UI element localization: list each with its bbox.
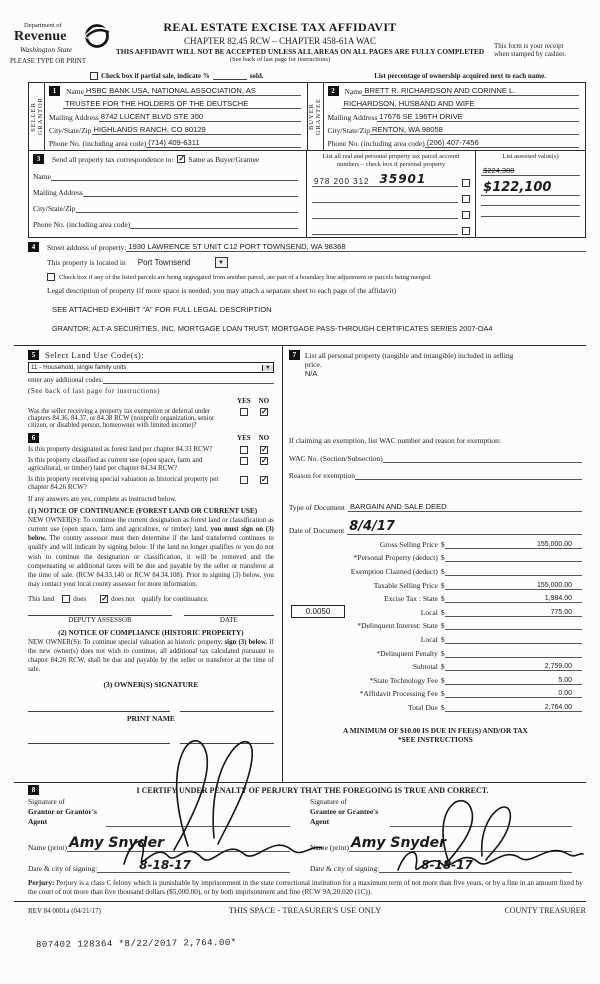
seller-phone-value: (714) 409-6311 [148, 138, 200, 147]
receipt-note [494, 42, 586, 58]
money-field-3[interactable] [445, 582, 582, 590]
section4 [28, 242, 586, 333]
partial-sale-percent-field[interactable] [213, 79, 247, 80]
dollar-sign: $ [440, 621, 445, 631]
seller-side-label-1: SELLER [29, 101, 37, 132]
parcels-header-1: List all real and personal property tax parcel account [322, 153, 460, 160]
seller-name-field-2[interactable] [63, 99, 301, 109]
money-field-7[interactable] [445, 643, 582, 644]
partial-sale-checkbox[interactable] [90, 72, 98, 80]
seller-city-label: City/State/Zip [49, 126, 92, 135]
money-label-3: Taxable Selling Price [373, 580, 438, 590]
perjury-paragraph [14, 877, 586, 902]
local-rate-box: 0.0050 [291, 605, 345, 618]
money-field-12[interactable] [445, 704, 582, 712]
money-field-5[interactable] [445, 609, 582, 617]
receipt-note-line2: when stamped by cashier. [494, 50, 566, 58]
dollar-sign: $ [440, 567, 445, 577]
assessed-field-1[interactable] [481, 166, 580, 176]
segregated-checkbox[interactable] [47, 273, 55, 281]
money-field-10[interactable] [445, 677, 582, 685]
located-in-value: Port Townsend [137, 258, 191, 268]
buyer-phone-value: (206) 407-7456 [426, 138, 479, 147]
assessed-field-3[interactable] [481, 205, 580, 206]
see-back-note: (See back of last page for instructions) [229, 56, 331, 63]
buyer-name-value-1: BRETT R. RICHARDSON AND CORINNE L. [364, 86, 516, 95]
reason-label: Reason for exemption [288, 471, 356, 481]
grantee-name-print-value: Amy Snyder [350, 834, 446, 851]
corr-phone-field[interactable] [130, 228, 298, 229]
owners-signature-title: (3) OWNER(S) SIGNATURE [103, 680, 199, 690]
assessed-values [476, 151, 585, 237]
land-use-value: 11 - Household, single family units [31, 364, 127, 372]
dollar-sign: $ [440, 539, 445, 549]
parcel-personal-checkbox-4[interactable] [462, 227, 470, 235]
grantee-date-city-value: 8-18-17 [421, 857, 473, 872]
dollar-sign: $ [440, 675, 445, 685]
perjury-label: Perjury: [28, 878, 55, 887]
type-of-document-value: BARGAIN AND SALE DEED [349, 502, 447, 512]
buyer-section [308, 83, 586, 150]
buyer-side-label-2: GRANTEE [315, 97, 322, 136]
does-not-label: does not [111, 595, 135, 604]
notice2-body-b: sign (3) below. [224, 639, 268, 647]
parcels-header-2: numbers – check box if personal property [336, 161, 446, 169]
treasurer-stamp: 807402 128364 *8/22/2017 2,764.00* [35, 937, 237, 950]
section4-badge: 4 [28, 242, 39, 252]
parcel-personal-checkbox-2[interactable] [462, 195, 470, 203]
seller-side-label [29, 83, 45, 150]
dollar-sign: $ [440, 662, 445, 672]
buyer-mailing-label: Mailing Address [327, 113, 378, 122]
grantee-date-city-label: Date & city of signing: [310, 863, 380, 873]
s6-yes-header: YES [237, 433, 251, 442]
partial-sale-label: Check box if partial sale, indicate % [101, 72, 210, 80]
seller-name-field[interactable] [84, 86, 301, 96]
agency-line1: Department of [24, 22, 62, 29]
dollar-sign: $ [440, 689, 445, 699]
seller-mailing-field[interactable] [99, 112, 301, 122]
perjury-text: Perjury is a class C felony which is punishable by imprisonment in the state correctional institution for a maximum term of not more than five years, or by a fine in an amount fixed by the court of not more than five thousand dollars ($5,000.00), or by both imprisonment and fine (RCW 9A.20.020 (1C)). [28, 878, 583, 897]
dollar-sign: $ [440, 594, 445, 604]
does-checkbox[interactable] [62, 595, 70, 603]
section8 [14, 782, 586, 872]
money-label-5: Local [420, 607, 438, 617]
seller-mailing-label: Mailing Address [49, 113, 99, 122]
owner-signature-field[interactable] [28, 711, 170, 712]
county-treasurer-label: COUNTY TREASURER [504, 905, 586, 915]
footer-row [14, 905, 586, 915]
does-not-checkbox[interactable] [100, 595, 108, 603]
assessed-field-4[interactable] [481, 216, 580, 217]
money-label-6: *Delinquent Interest: State [357, 621, 438, 631]
grantee-name-print-field[interactable] [349, 835, 572, 852]
buyer-city-label: City/State/Zip [327, 126, 370, 135]
money-value-9: 2,759.00 [544, 663, 572, 671]
partial-sale-row [0, 72, 600, 82]
grantee-name-print-label: Name (print) [310, 842, 349, 852]
seller-badge: 1 [49, 86, 60, 96]
notice1-body-b: you must sign on (3) below. [28, 526, 274, 543]
section8-badge: 8 [28, 785, 39, 795]
same-as-buyer-checkbox[interactable] [177, 155, 185, 163]
date-of-document-value: 8/4/17 [349, 519, 395, 535]
form-subtitle: CHAPTER 82.45 RCW – CHAPTER 458-61A WAC [184, 36, 376, 46]
s5-no-checkbox[interactable] [260, 408, 268, 416]
grantor-name-print-value: Amy Snyder [68, 834, 164, 851]
if-yes-note: If any answers are yes, complete as instructed below. [28, 495, 177, 504]
type-of-document-label: Type of Document [288, 503, 345, 513]
corr-mailing-label: Mailing Address [33, 188, 83, 197]
additional-codes-field[interactable] [103, 383, 274, 384]
dollar-sign: $ [440, 648, 445, 658]
s6-q3-no-checkbox[interactable] [260, 476, 268, 484]
parcel-personal-checkbox-1[interactable] [462, 179, 470, 187]
corr-name-field[interactable] [51, 180, 298, 181]
agency-line2: Revenue [14, 29, 67, 44]
buyer-side-label [308, 83, 324, 150]
personal-property-title-1: List all personal property (tangible and intangible) included in selling [304, 351, 514, 361]
see-back-note-2: (See back of last page for instructions) [28, 387, 161, 396]
located-in-label: This property is located in [47, 258, 126, 268]
notice2-body-c: If the new owner(s) does not wish to continue, all additional tax calculated pursuant to chapter 84.26 RCW, shall be due and payable by the seller or transferor at the time of sale. [28, 639, 274, 674]
seller-city-field[interactable] [92, 125, 301, 135]
money-field-8[interactable] [445, 657, 582, 658]
money-field-11[interactable] [445, 690, 582, 698]
buyer-mailing-value: 17676 SE 196TH DRIVE [379, 112, 463, 121]
land-use-dropdown-icon[interactable]: ▼ [262, 365, 273, 371]
type-of-document-field[interactable] [348, 502, 582, 512]
grantor-note: GRANTOR: ALT-A SECURITIES, INC. MORTGAGE LOAN TRUST, MORTGAGE PASS-THROUGH CERTIFICATES SERIES 2007-OA4 [52, 324, 493, 334]
money-label-1: *Personal Property (deduct) [353, 553, 438, 563]
money-field-1[interactable] [445, 561, 582, 562]
agency-line3: Washington State [20, 45, 73, 54]
personal-property-title-2: price. [304, 360, 322, 370]
notice2-title: (2) NOTICE OF COMPLIANCE (HISTORIC PROPERTY) [58, 629, 244, 638]
notice1-body [28, 516, 274, 589]
parcel-field-1[interactable] [312, 172, 458, 187]
money-field-4[interactable] [445, 595, 582, 603]
deputy-assessor-label: DEPUTY ASSESSOR [68, 616, 132, 625]
this-land-label: This land [28, 595, 55, 604]
section5-6-column [14, 346, 283, 782]
money-label-12: Total Due [408, 702, 438, 712]
buyer-name-field[interactable] [362, 86, 579, 96]
grantor-name-print-field[interactable] [67, 835, 290, 852]
certify-statement: I CERTIFY UNDER PENALTY OF PERJURY THAT THE FOREGOING IS TRUE AND CORRECT. [136, 785, 489, 795]
street-address-label: Street address of property: [47, 243, 127, 253]
section3 [29, 151, 307, 237]
s6-question-2: Is this property classified as current use (open space, farm and agricultural, or timber) land per chapter 84.34 RCW? [28, 456, 203, 473]
form-title: REAL ESTATE EXCISE TAX AFFIDAVIT [163, 20, 397, 34]
date-of-document-field[interactable] [347, 519, 582, 535]
buyer-phone-field[interactable] [425, 138, 579, 148]
corr-phone-label: Phone No. (including area code) [33, 220, 131, 229]
correspondence-label: Send all property tax correspondence to: [52, 154, 174, 164]
print-name-field-2[interactable] [180, 743, 274, 744]
s6-q2-yes-checkbox[interactable] [240, 457, 248, 465]
notice2-body [28, 638, 274, 674]
seller-city-value: HIGHLANDS RANCH, CO 80129 [93, 125, 206, 134]
money-field-9[interactable] [445, 663, 582, 671]
dollar-sign: $ [440, 580, 445, 590]
notice2-body-a: NEW OWNER(S): To continue special valuation as historic property, [28, 639, 225, 647]
corr-city-label: City/State/Zip [33, 204, 76, 213]
seller-mailing-value: 8742 LUCENT BLVD STE 300 [100, 112, 204, 121]
receipt-note-line1: This form is your receipt [494, 42, 564, 50]
s5-yes-checkbox[interactable] [240, 408, 248, 416]
grantor-sig-label-1: Signature of [28, 797, 65, 807]
does-label: does [73, 595, 87, 604]
money-value-11: 0.00 [558, 690, 572, 698]
print-name-field[interactable] [28, 743, 170, 744]
section5-badge: 5 [28, 350, 39, 360]
money-label-9: Subtotal [412, 662, 438, 672]
money-field-6[interactable] [445, 629, 582, 630]
notice1-title: (1) NOTICE OF CONTINUANCE (FOREST LAND OR CURRENT USE) [28, 507, 258, 516]
personal-property-value: N/A [304, 369, 318, 379]
corr-city-field[interactable] [76, 212, 299, 213]
land-use-dropdown[interactable] [28, 362, 274, 373]
seller-side-label-2: GRANTOR [36, 97, 44, 136]
buyer-phone-label: Phone No. (including area code) [327, 139, 425, 148]
street-address-value: 1930 LAWRENCE ST UNIT C12 PORT TOWNSEND, WA 98368 [128, 242, 346, 252]
seller-name-label: Name [66, 87, 84, 96]
grantee-sig-label-1: Signature of [310, 797, 347, 807]
money-value-5: 775.00 [550, 608, 572, 616]
dollar-sign: $ [440, 702, 445, 712]
money-value-10: 5.00 [558, 676, 572, 684]
seller-section [29, 83, 308, 150]
money-label-11: *Affidavit Processing Fee [359, 689, 438, 699]
buyer-badge: 2 [328, 86, 339, 96]
section7-badge: 7 [289, 350, 300, 360]
s6-q1-no-checkbox[interactable] [260, 446, 268, 454]
parcel-value-typed: 978 200 312 [314, 177, 370, 187]
section7-column [283, 346, 586, 782]
money-field-2[interactable] [445, 575, 582, 576]
form-warning: THIS AFFIDAVIT WILL NOT BE ACCEPTED UNLESS ALL AREAS ON ALL PAGES ARE FULLY COMPLETED [115, 47, 485, 56]
grantor-sig-label-2: Grantor or Grantor's Agent [28, 807, 97, 826]
minimum-note-2: *SEE INSTRUCTIONS [398, 734, 473, 744]
land-use-title: Select Land Use Code(s): [45, 350, 145, 361]
s5-no-header: NO [258, 397, 270, 406]
reason-field[interactable] [355, 479, 582, 480]
s6-question-3: Is this property receiving special valuation as historical property per chapter 84.26 RCW? [28, 475, 219, 492]
money-label-8: *Delinquent Penalty [376, 648, 438, 658]
parcel-value-hand: 35901 [379, 172, 427, 187]
buyer-side-label-1: BUYER [308, 102, 315, 131]
located-dropdown-icon[interactable]: ▼ [215, 257, 228, 268]
additional-codes-label: enter any additional codes: [28, 376, 104, 385]
buyer-city-value: RENTON, WA 98058 [372, 125, 443, 134]
s6-q1-yes-checkbox[interactable] [240, 446, 248, 454]
minimum-note-1: A MINIMUM OF $10.00 IS DUE IN FEE(S) AND/OR TAX [343, 725, 528, 735]
exhibit-note: SEE ATTACHED EXHIBIT "A" FOR FULL LEGAL DESCRIPTION [52, 305, 272, 315]
money-label-10: *State Technology Fee [369, 675, 438, 685]
grantor-date-city-value: 8-18-17 [139, 857, 191, 872]
s6-q2-no-checkbox[interactable] [260, 457, 268, 465]
s6-q3-yes-checkbox[interactable] [240, 476, 248, 484]
legal-description-label: Legal description of property (if more space is needed, you may attach a separate sheet to each page of the affidavit) [47, 286, 397, 296]
s5-yes-header: YES [237, 397, 251, 406]
section6-badge: 6 [28, 433, 39, 443]
money-value-0: 155,000.00 [536, 540, 572, 548]
wac-label: WAC No. (Section/Subsection) [288, 454, 383, 464]
seller-phone-label: Phone No. (including area code) [49, 139, 147, 148]
segregated-label: Check box if any of the listed parcels are being segregated from another parcel, are part of a boundary line adjustment or parcels being merged. [59, 273, 432, 281]
exemption-intro: If claiming an exemption, list WAC number and reason for exemption: [288, 436, 501, 446]
notice1-body-c: The county assessor must then determine if the land transferred continues to qualify and will indicate by signing below. If the land no longer qualifies or you do not wish to continue the designation or classification, it will be removed and the compensating or additional taxes will be due and payable by the seller or transferor at the time of sale. (RCW 84.33.140 or RCW 84.34.108). Prior to signing (3) below, you may contact your local county assessor for more information. [28, 535, 274, 588]
assessed-field-2[interactable] [481, 180, 580, 196]
parcel-field-4[interactable] [312, 234, 458, 235]
dor-logo [10, 22, 134, 65]
grantor-signature-field[interactable] [106, 813, 290, 827]
seller-phone-field[interactable] [146, 138, 300, 148]
money-label-7: Local [420, 635, 438, 644]
grantor-date-city-field[interactable] [97, 858, 290, 873]
s5-question: Was the seller receiving a property tax exemption or deferral under chapters 84.36, 84.37, or 84.38 RCW (nonprofit organization, senior citizen, or disabled person, homeowner with limited income)? [28, 407, 215, 429]
parcel-field-3[interactable] [312, 218, 458, 219]
dollar-sign: $ [440, 553, 445, 563]
grantee-sig-label-2: Grantee or Grantee's Agent [310, 807, 379, 826]
seller-name-value-2: TRUSTEE FOR THE HOLDERS OF THE DEUTSCHE [65, 99, 249, 108]
date-of-document-label: Date of Document [288, 526, 345, 536]
buyer-name-field-2[interactable] [342, 99, 580, 109]
header [0, 0, 600, 72]
grantor-date-city-label: Date & city of signing: [28, 863, 98, 873]
grantor-signature-block [14, 797, 300, 872]
grantee-signature-field[interactable] [390, 813, 572, 827]
print-name-label: PRINT NAME [126, 714, 175, 724]
s6-no-header: NO [258, 433, 270, 442]
deputy-date-label: DATE [219, 616, 238, 625]
buyer-mailing-field[interactable] [377, 112, 579, 122]
notice1-body-a: NEW OWNER(S): To continue the current designation as forest land or classification as current use (open space, farm and agriculture, or timber) land, [28, 517, 274, 534]
assessed-value-hand: $122,100 [483, 180, 552, 195]
dollar-sign: $ [440, 607, 445, 617]
corr-mailing-field[interactable] [83, 196, 298, 197]
wac-field[interactable] [383, 462, 582, 463]
seller-name-value-1: HSBC BANK USA, NATIONAL ASSOCIATION, AS [85, 86, 256, 95]
qualify-label: qualify for continuance. [141, 595, 209, 604]
grantee-date-city-field[interactable] [379, 858, 572, 873]
buyer-city-field[interactable] [370, 125, 579, 135]
parcel-personal-checkbox-3[interactable] [462, 211, 470, 219]
buyer-name-value-2: RICHARDSON, HUSBAND AND WIFE [343, 99, 475, 108]
grantor-name-print-label: Name (print) [28, 842, 67, 852]
dor-logo-icon [82, 22, 112, 50]
money-value-12: 2,764.00 [544, 703, 572, 711]
dollar-sign: $ [440, 635, 445, 644]
middle-columns [14, 345, 586, 782]
same-as-buyer-label: Same as Buyer/Grantee [188, 154, 260, 164]
owner-signature-field-2[interactable] [180, 711, 274, 712]
corr-name-label: Name [33, 172, 51, 181]
parcel-field-2[interactable] [312, 202, 458, 203]
treasurer-space-label: THIS SPACE - TREASURER'S USE ONLY [228, 904, 382, 915]
please-type-print: PLEASE TYPE OR PRINT [10, 58, 86, 65]
money-label-0: Gross Selling Price [379, 539, 438, 549]
money-label-2: Exemption Claimed (deduct) [350, 567, 438, 577]
money-label-4: Excise Tax : State [384, 594, 438, 604]
street-address-field[interactable] [126, 242, 586, 252]
rev-number: REV 84 0001a (04/21/17) [28, 906, 101, 915]
sold-label: sold. [249, 72, 264, 80]
buyer-name-label: Name [344, 87, 363, 96]
s6-question-1: Is this property designated as forest land per chapter 84.33 RCW? [28, 445, 213, 454]
section3-badge: 3 [33, 154, 44, 164]
ownership-note: List percentage of ownership acquired next to each name. [374, 72, 546, 80]
money-value-4: 1,984.00 [544, 595, 572, 603]
money-value-3: 155,000.00 [536, 581, 572, 589]
assessed-value-struck: $224,300 [483, 166, 515, 175]
assessed-header: List assessed value(s) [502, 153, 559, 160]
parties-box [28, 82, 586, 238]
parcels-section [307, 151, 585, 237]
grantee-signature-block [300, 797, 586, 872]
